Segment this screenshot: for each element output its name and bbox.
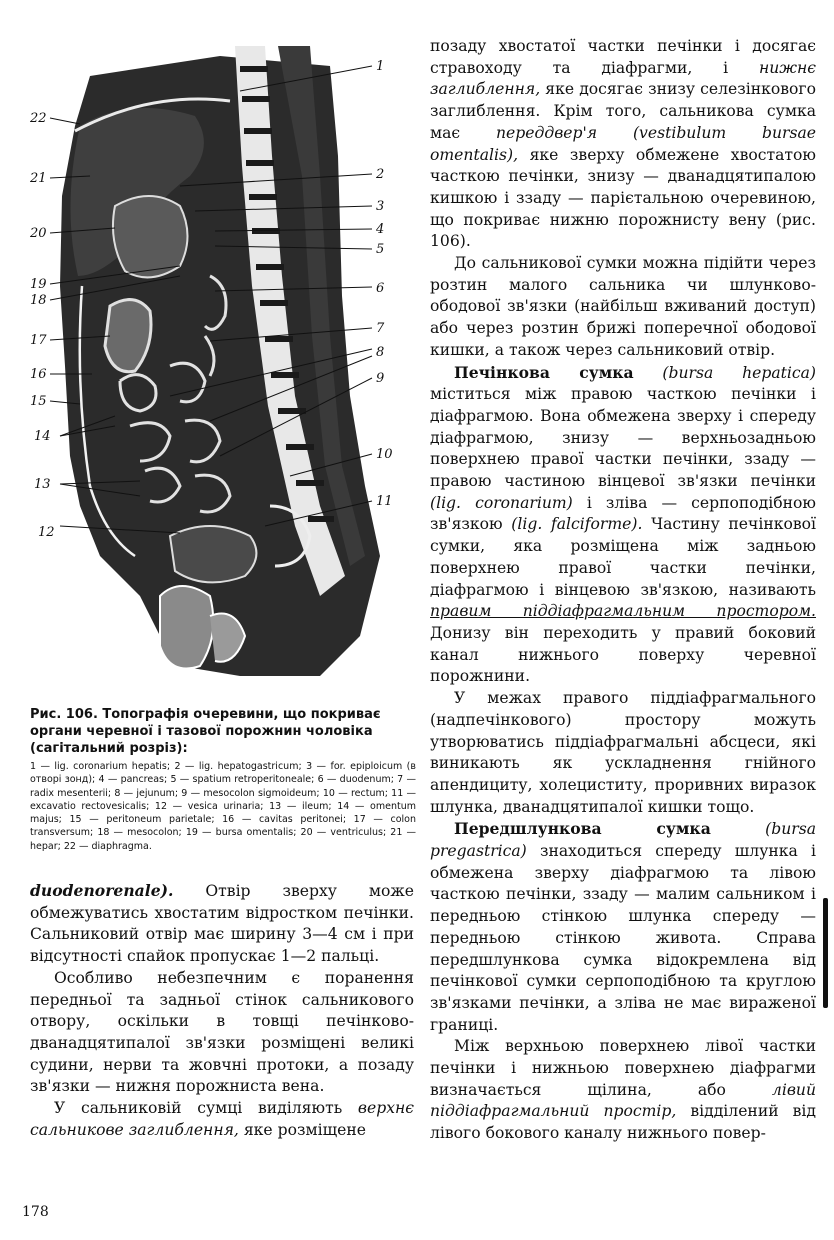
sagittal-section-illustration: [20, 36, 416, 698]
figure-label-16: 16: [30, 367, 47, 382]
right-p6-term: лівий піддіафрагмальний простір,: [430, 1080, 816, 1121]
right-p3-latin: (bursa hepatica): [633, 363, 816, 382]
right-paragraph-2: До сальникової сумки можна підійти через розтин малого сальника чи шлунково-ободової зв'язки (найбільш вживаний доступ) або через розтин брижі поперечної ободової кишки, а також через сальниковий отвір.: [430, 254, 816, 359]
right-p1-e: яке зверху обмежене хвостатою часткою печінки, знизу — дванадцятипалою кишкою і ззаду — парієтальною очеревиною, що покриває нижню порожнисту вену (рис. 106).: [430, 145, 816, 251]
right-paragraph-3: [430, 362, 816, 689]
right-p1-term-vestibule: переддвер'я (vestibulum bursae omentalis),: [430, 123, 816, 164]
figure-label-11: 11: [376, 494, 393, 509]
right-p5-c: знаходиться спереду шлунка і обмежена зверху діафрагмою та лівою часткою печінки, ззаду — малим сальником і передньою стінкою шлунка спереду — передньою стінкою живота. Справа передшлункова сумка відокремлена від печінкової сумки серпоподібною та круглою зв'язками печінки, а зліва не має вираженої границі.: [430, 842, 816, 1034]
figure-label-8: 8: [376, 345, 385, 360]
figure-label-15: 15: [30, 394, 47, 409]
page-number: 178: [22, 1204, 49, 1220]
right-p3-c: міститься між правою часткою печінки і діафрагмою. Вона обмежена зверху і спереду діафрагмою, знизу — верхньозадньою поверхнею правої частки печінки, ззаду — правою частиною вінцевої зв'язки печінки: [430, 385, 816, 491]
figure-label-22: 22: [30, 111, 47, 126]
left-paragraph-3: [30, 1098, 414, 1141]
right-paragraph-1: [430, 36, 816, 253]
figure-label-21: 21: [30, 171, 47, 186]
left-column-text: [30, 880, 414, 1141]
right-p5-heading: Передшлункова сумка: [454, 819, 711, 839]
figure-caption-legend: 1 — lig. coronarium hepatis; 2 — lig. hepatogastricum; 3 — for. epiploicum (в отворі зонд); 4 — pancreas; 5 — spatium retroperitoneale; 6 — duodenum; 7 — radix mesenterii; 8 — jejunum; 9 — mesocolon sigmoideum; 10 — rectum; 11 — excavatio rectovesicalis; 12 — vesica urinaria; 13 — ileum; 14 — omentum majus; 15 — peritoneum parietale; 16 — cavitas peritonei; 17 — colon transversum; 18 — mesocolon; 19 — bursa omentalis; 20 — ventriculus; 21 — hepar; 22 — diaphragma.: [30, 761, 416, 852]
figure-label-14: 14: [34, 429, 51, 444]
anatomical-figure: [20, 36, 416, 698]
right-p6-a: Між верхньою поверхнею лівої частки печінки і нижньою поверхнею діафрагми визначається щілина, або: [430, 1037, 816, 1099]
right-p1-term-lower-recess: нижнє заглиблення,: [430, 58, 816, 99]
left-p3-term: верхнє сальникове заглиблення,: [30, 1099, 414, 1139]
figure-label-18: 18: [30, 293, 47, 308]
right-p1-a: позаду хвостатої частки печінки і досягає стравоходу та діафрагми, і: [430, 37, 816, 77]
figure-label-4: 4: [376, 222, 385, 237]
right-p3-heading: Печінкова сумка: [454, 362, 634, 382]
right-p3-e: і зліва — серпоподібною зв'язкою: [430, 493, 816, 534]
figure-label-2: 2: [376, 167, 385, 182]
left-p3-text-c: яке розміщене: [238, 1120, 366, 1139]
left-p3-text-a: У сальниковій сумці виділяють: [54, 1099, 358, 1118]
figure-caption-title: Рис. 106. Топографія очеревини, що покриває органи черевної і тазової порожнин чоловіка (сагітальний розріз):: [30, 707, 381, 756]
right-paragraph-5: [430, 818, 816, 1036]
figure-label-1: 1: [376, 59, 385, 74]
right-p3-latin-coronarium: (lig. coronarium): [430, 493, 573, 512]
figure-label-19: 19: [30, 277, 47, 292]
right-paragraph-6: [430, 1036, 816, 1145]
right-p3-i: Донизу він переходить у правий боковий канал нижнього поверху черевної порожнини.: [430, 623, 816, 686]
right-p3-g: Частину печінкової сумки, яка розміщена між задньою поверхнею правої частки печінки, діафрагмою і вінцевою зв'язкою, називають: [430, 515, 816, 599]
figure-label-12: 12: [38, 525, 55, 540]
figure-label-3: 3: [376, 199, 385, 214]
right-p1-c: яке досягає знизу селезінкового заглиблення. Крім того, сальникова сумка має: [430, 80, 816, 142]
left-p1-text: Отвір зверху може обмежуватись хвостатим відростком печінки. Сальниковий отвір має ширину 3—4 см і при відсутності спайок пропускає 1—2 пальці.: [30, 882, 414, 966]
left-p1-term: duodenorenale).: [30, 881, 174, 900]
right-paragraph-4: У межах правого піддіафрагмального (надпечінкового) простору можуть утворюватись піддіафрагмальні абсцеси, які виникають як ускладнення гнійного апендициту, холециститу, проривних виразок шлунка, дванадцятипалої кишки тощо.: [430, 689, 816, 816]
right-p6-c: відділений від лівого бокового каналу нижнього повер-: [430, 1102, 816, 1143]
right-p3-term-subphrenic: правим піддіафрагмальним простором.: [430, 602, 816, 621]
left-paragraph-1: [30, 880, 414, 968]
figure-label-10: 10: [376, 447, 393, 462]
right-p5-latin: (bursa pregastrica): [430, 820, 816, 861]
figure-label-13: 13: [34, 477, 51, 492]
right-column-text: [430, 36, 816, 1145]
figure-label-17: 17: [30, 333, 47, 348]
figure-label-5: 5: [376, 242, 385, 257]
figure-label-7: 7: [376, 321, 385, 336]
left-paragraph-2: Особливо небезпечним є поранення передньої та задньої стінок сальникового отвору, оскільки в товщі печінково-дванадцятипалої зв'язки розміщені великі судини, нерви та жовчні протоки, а позаду зв'язки — нижня порожниста вена.: [30, 968, 414, 1096]
figure-label-6: 6: [376, 281, 385, 296]
right-p3-latin-falciforme: (lig. falciforme).: [511, 515, 643, 534]
figure-label-20: 20: [30, 226, 47, 241]
figure-label-9: 9: [376, 371, 385, 386]
margin-mark: [823, 898, 828, 1008]
